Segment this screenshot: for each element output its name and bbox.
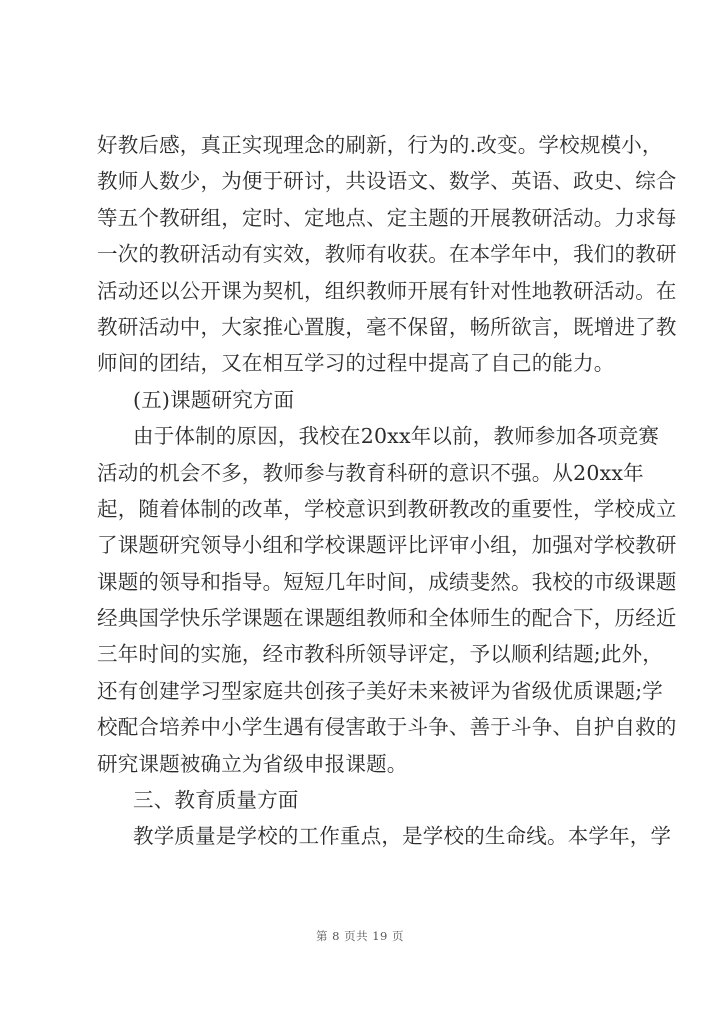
text-line: 经典国学快乐学课题在课题组教师和全体师生的配合下，历经近 — [97, 606, 677, 631]
text-line: 好教后感，真正实现理念的刷新，行为的.改变。学校规模小， — [97, 133, 663, 157]
text-line: 三年时间的实施，经市教科所领导评定，予以顺利结题;此外， — [97, 642, 664, 667]
text-line: 课题的领导和指导。短短几年时间，成绩斐然。我校的市级课题 — [97, 569, 677, 594]
text-line: 师间的团结，又在相互学习的过程中提高了自己的能力。 — [97, 351, 615, 376]
text-line: 等五个教研组，定时、定地点、定主题的开展教研活动。力求每 — [97, 205, 677, 230]
text-line: 活动还以公开课为契机，组织教师开展有针对性地教研活动。在 — [97, 278, 677, 303]
text-line: 由于体制的原因，我校在20xx年以前，教师参加各项竞赛 — [133, 424, 660, 449]
text-line: 研究课题被确立为省级申报课题。 — [97, 751, 408, 776]
text-line: 一次的教研活动有实效，教师有收获。在本学年中，我们的教研 — [97, 242, 677, 267]
text-line: 教师人数少，为便于研讨，共设语文、数学、英语、政史、综合 — [97, 169, 677, 194]
text-line: 教研活动中，大家推心置腹，毫不保留，畅所欲言，既增进了教 — [97, 314, 677, 339]
text-line: 还有创建学习型家庭共创孩子美好未来被评为省级优质课题;学 — [97, 678, 664, 703]
text-line: 起，随着体制的改革，学校意识到教研教改的重要性，学校成立 — [97, 496, 677, 521]
section-heading: (五)课题研究方面 — [133, 387, 295, 412]
text-line: 教学质量是学校的工作重点，是学校的生命线。本学年，学 — [133, 824, 672, 849]
page-number-footer: 第 8 页共 19 页 — [315, 929, 405, 943]
text-line: 了课题研究领导小组和学校课题评比评审小组，加强对学校教研 — [97, 533, 677, 558]
section-heading: 三、教育质量方面 — [133, 788, 299, 813]
body-text — [97, 127, 677, 855]
text-line: 活动的机会不多，教师参与教育科研的意识不强。从20xx年 — [97, 460, 644, 485]
text-line: 校配合培养中小学生遇有侵害敢于斗争、善于斗争、自护自救的 — [97, 715, 677, 740]
